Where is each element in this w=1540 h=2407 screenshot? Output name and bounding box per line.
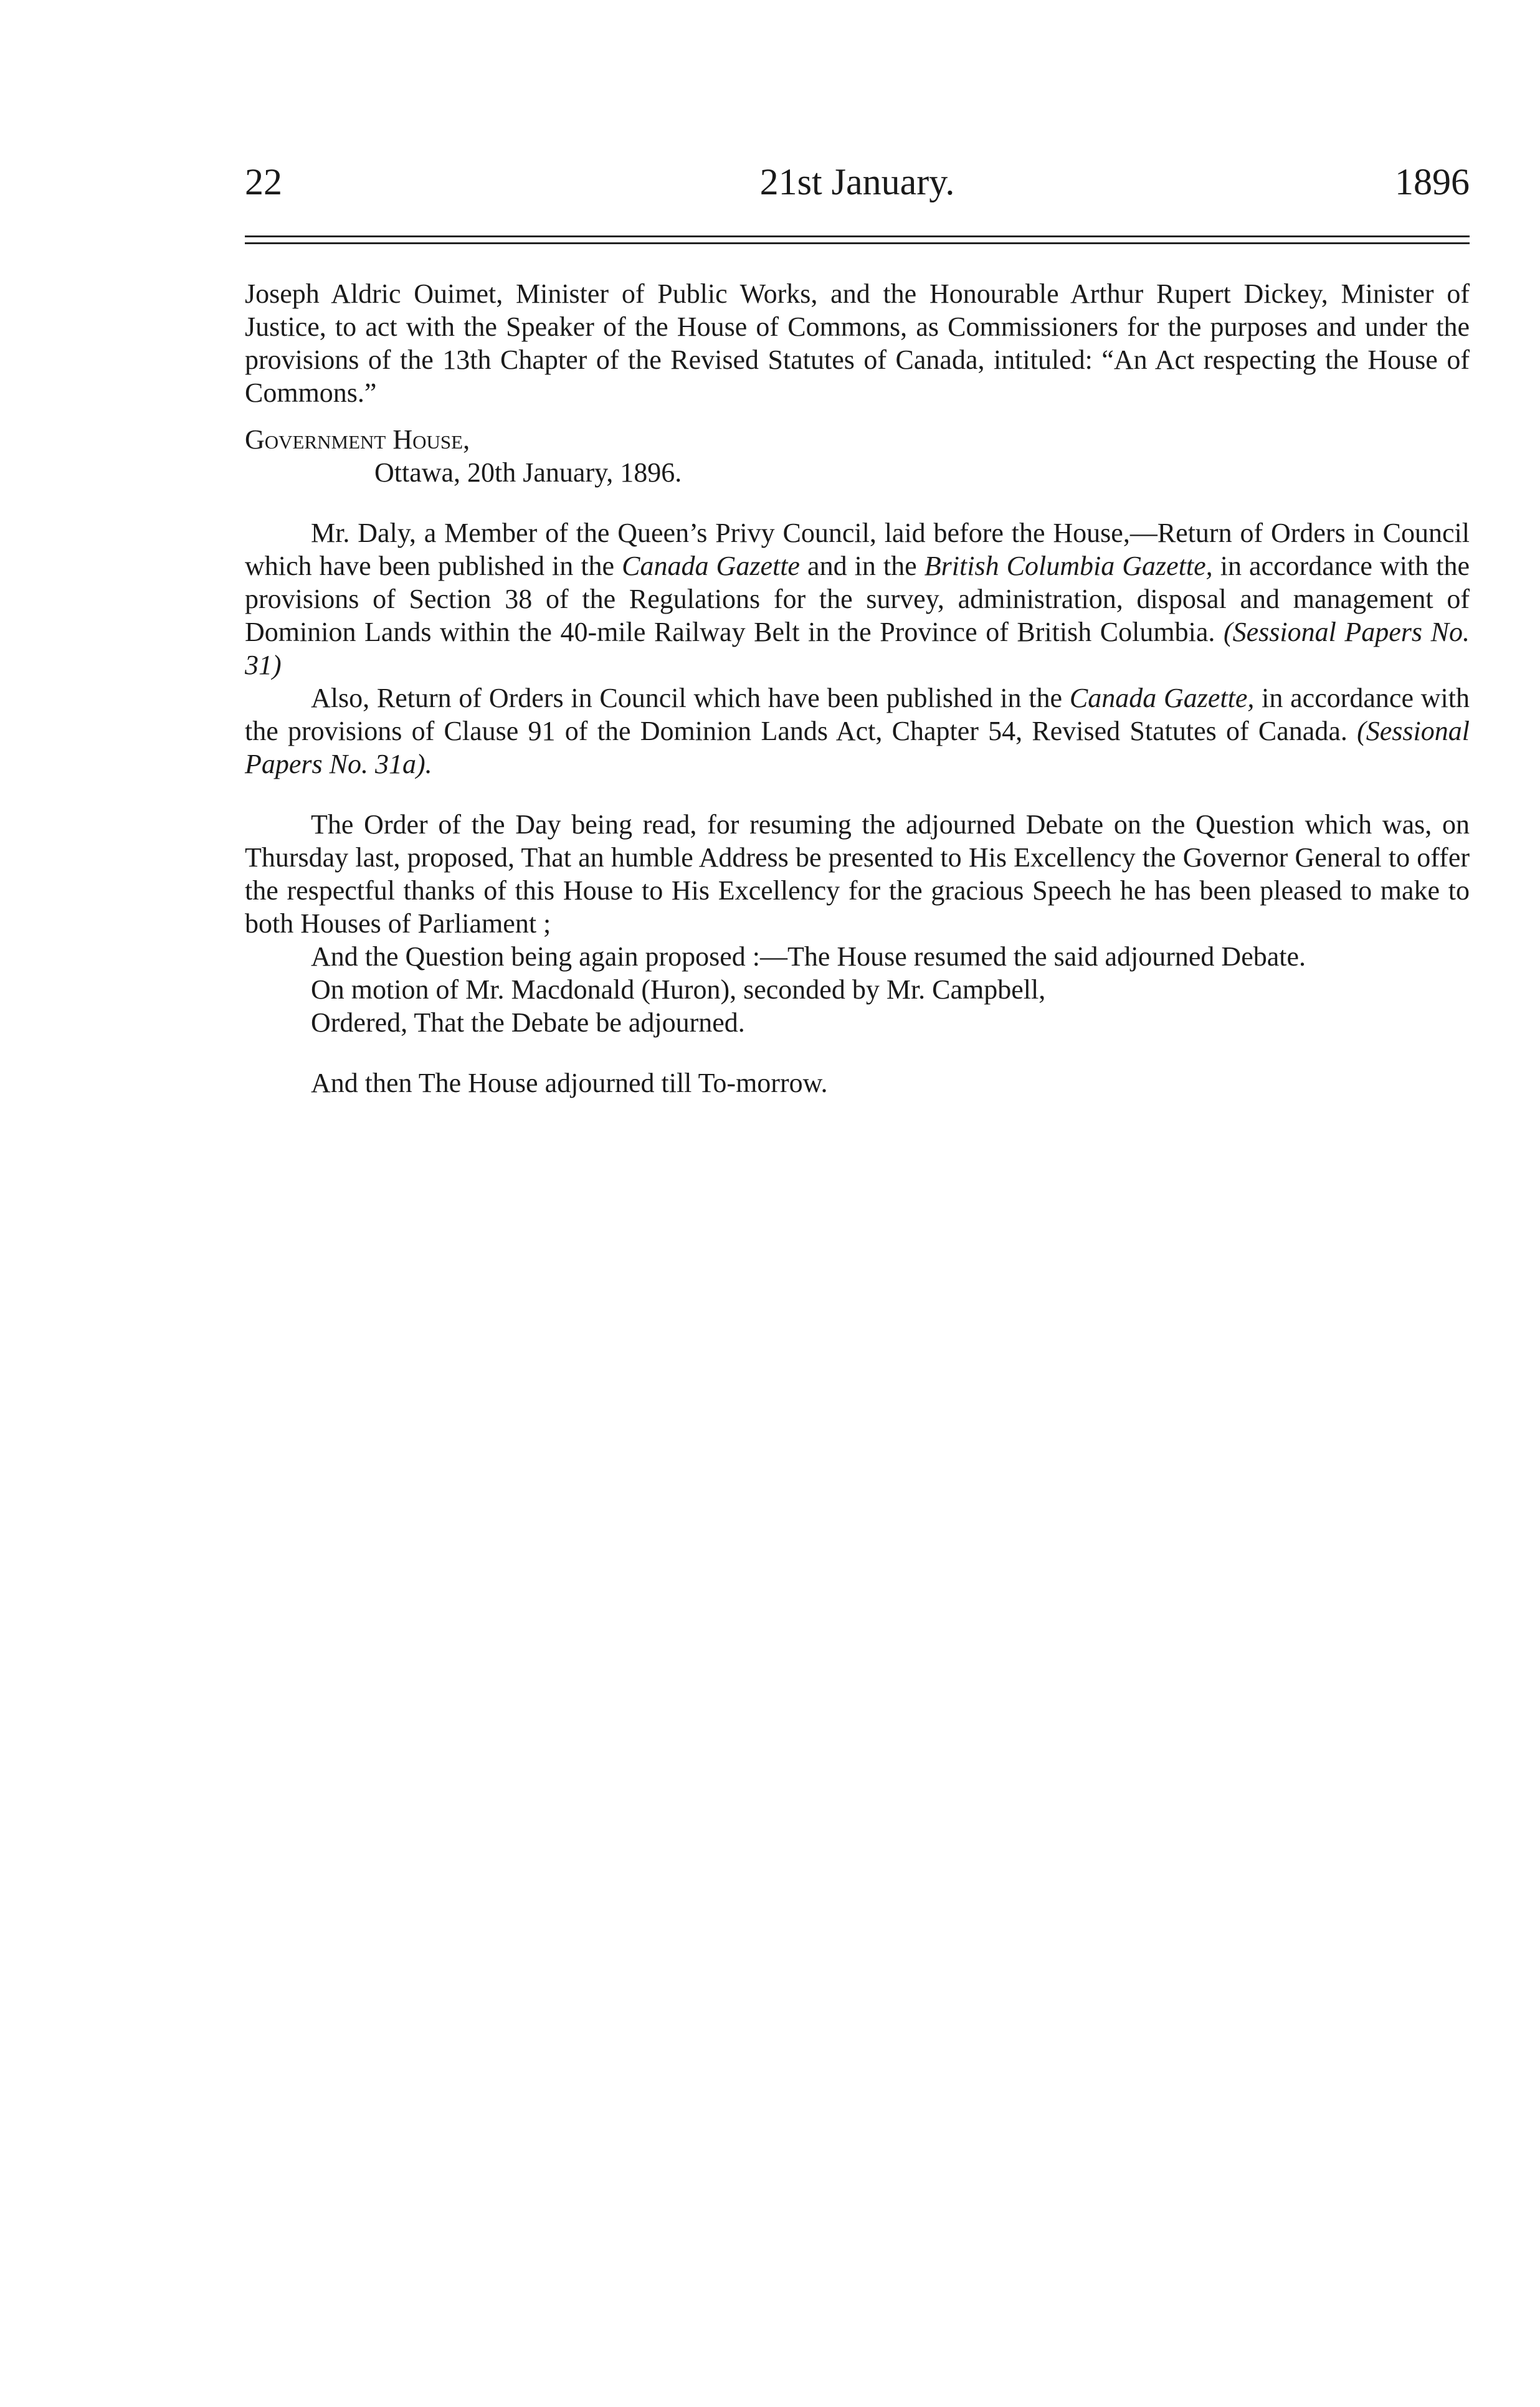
journal-body [245, 277, 1470, 1099]
adjournment-paragraph: And then The House adjourned till To-morrow. [311, 1068, 828, 1098]
publication-name: British Columbia Gazette, [924, 551, 1213, 581]
header-double-rule [245, 235, 1470, 244]
text-run: Mr. Daly, a Member of the Queen’s Privy Council, laid before the House,—Return of Orders in Council which have been published in the [245, 518, 1470, 581]
sessional-paper-reference: (Sessional Papers No. 31a). [245, 716, 1470, 779]
ordered-paragraph: Ordered, That the Debate be adjourned. [311, 1007, 745, 1038]
return-paragraph-dominion-lands [245, 681, 1470, 781]
commission-paragraph: Joseph Aldric Ouimet, Minister of Public Works, and the Honourable Arthur Rupert Dickey, Minister of Justice, to act with the Speaker of the House of Commons, as Commissioners for the purposes and under the provisions of the 13th Chapter of the Revised Statutes of Canada, intituled: “An Act respecting the House of Commons.” [245, 278, 1470, 408]
publication-name: Canada Gazette [622, 551, 800, 581]
signature-location: Government House, [245, 424, 470, 455]
motion-paragraph: On motion of Mr. Macdonald (Huron), seconded by Mr. Campbell, [311, 974, 1046, 1005]
return-paragraph-railway-belt [245, 516, 1470, 681]
text-run: in accordance with the provisions of Clause 91 of the Dominion Lands Act, Chapter 54, Revised Statutes of Canada. [245, 683, 1470, 746]
signature-date [245, 456, 1470, 489]
page-year: 1896 [1395, 161, 1470, 202]
running-title: 21st January. [759, 161, 955, 202]
publication-name: Canada Gazette, [1069, 683, 1255, 713]
text-run: Also, Return of Orders in Council which have been published in the [311, 683, 1070, 713]
text-run: in accordance with the provisions of Section 38 of the Regulations for the survey, administration, disposal and management of Dominion Lands within the 40-mile Railway Belt in the Province of British Columbia. [245, 551, 1470, 647]
sessional-paper-reference: (Sessional Papers No. 31) [245, 617, 1470, 680]
question-resumed-paragraph: And the Question being again proposed :—The House resumed the said adjourned Debate. [311, 941, 1306, 972]
page-header [245, 157, 1470, 207]
text-run: and in the [799, 551, 924, 581]
page-number: 22 [245, 161, 282, 202]
order-of-the-day-paragraph: The Order of the Day being read, for resuming the adjourned Debate on the Question which was, on Thursday last, proposed, That an humble Address be presented to His Excellency the Governor General to offer the respectful thanks of this House to His Excellency for the gracious Speech he has been pleased to make to both Houses of Parliament ; [245, 809, 1470, 939]
signature-date-text: Ottawa, 20th January, 1896. [374, 457, 682, 488]
